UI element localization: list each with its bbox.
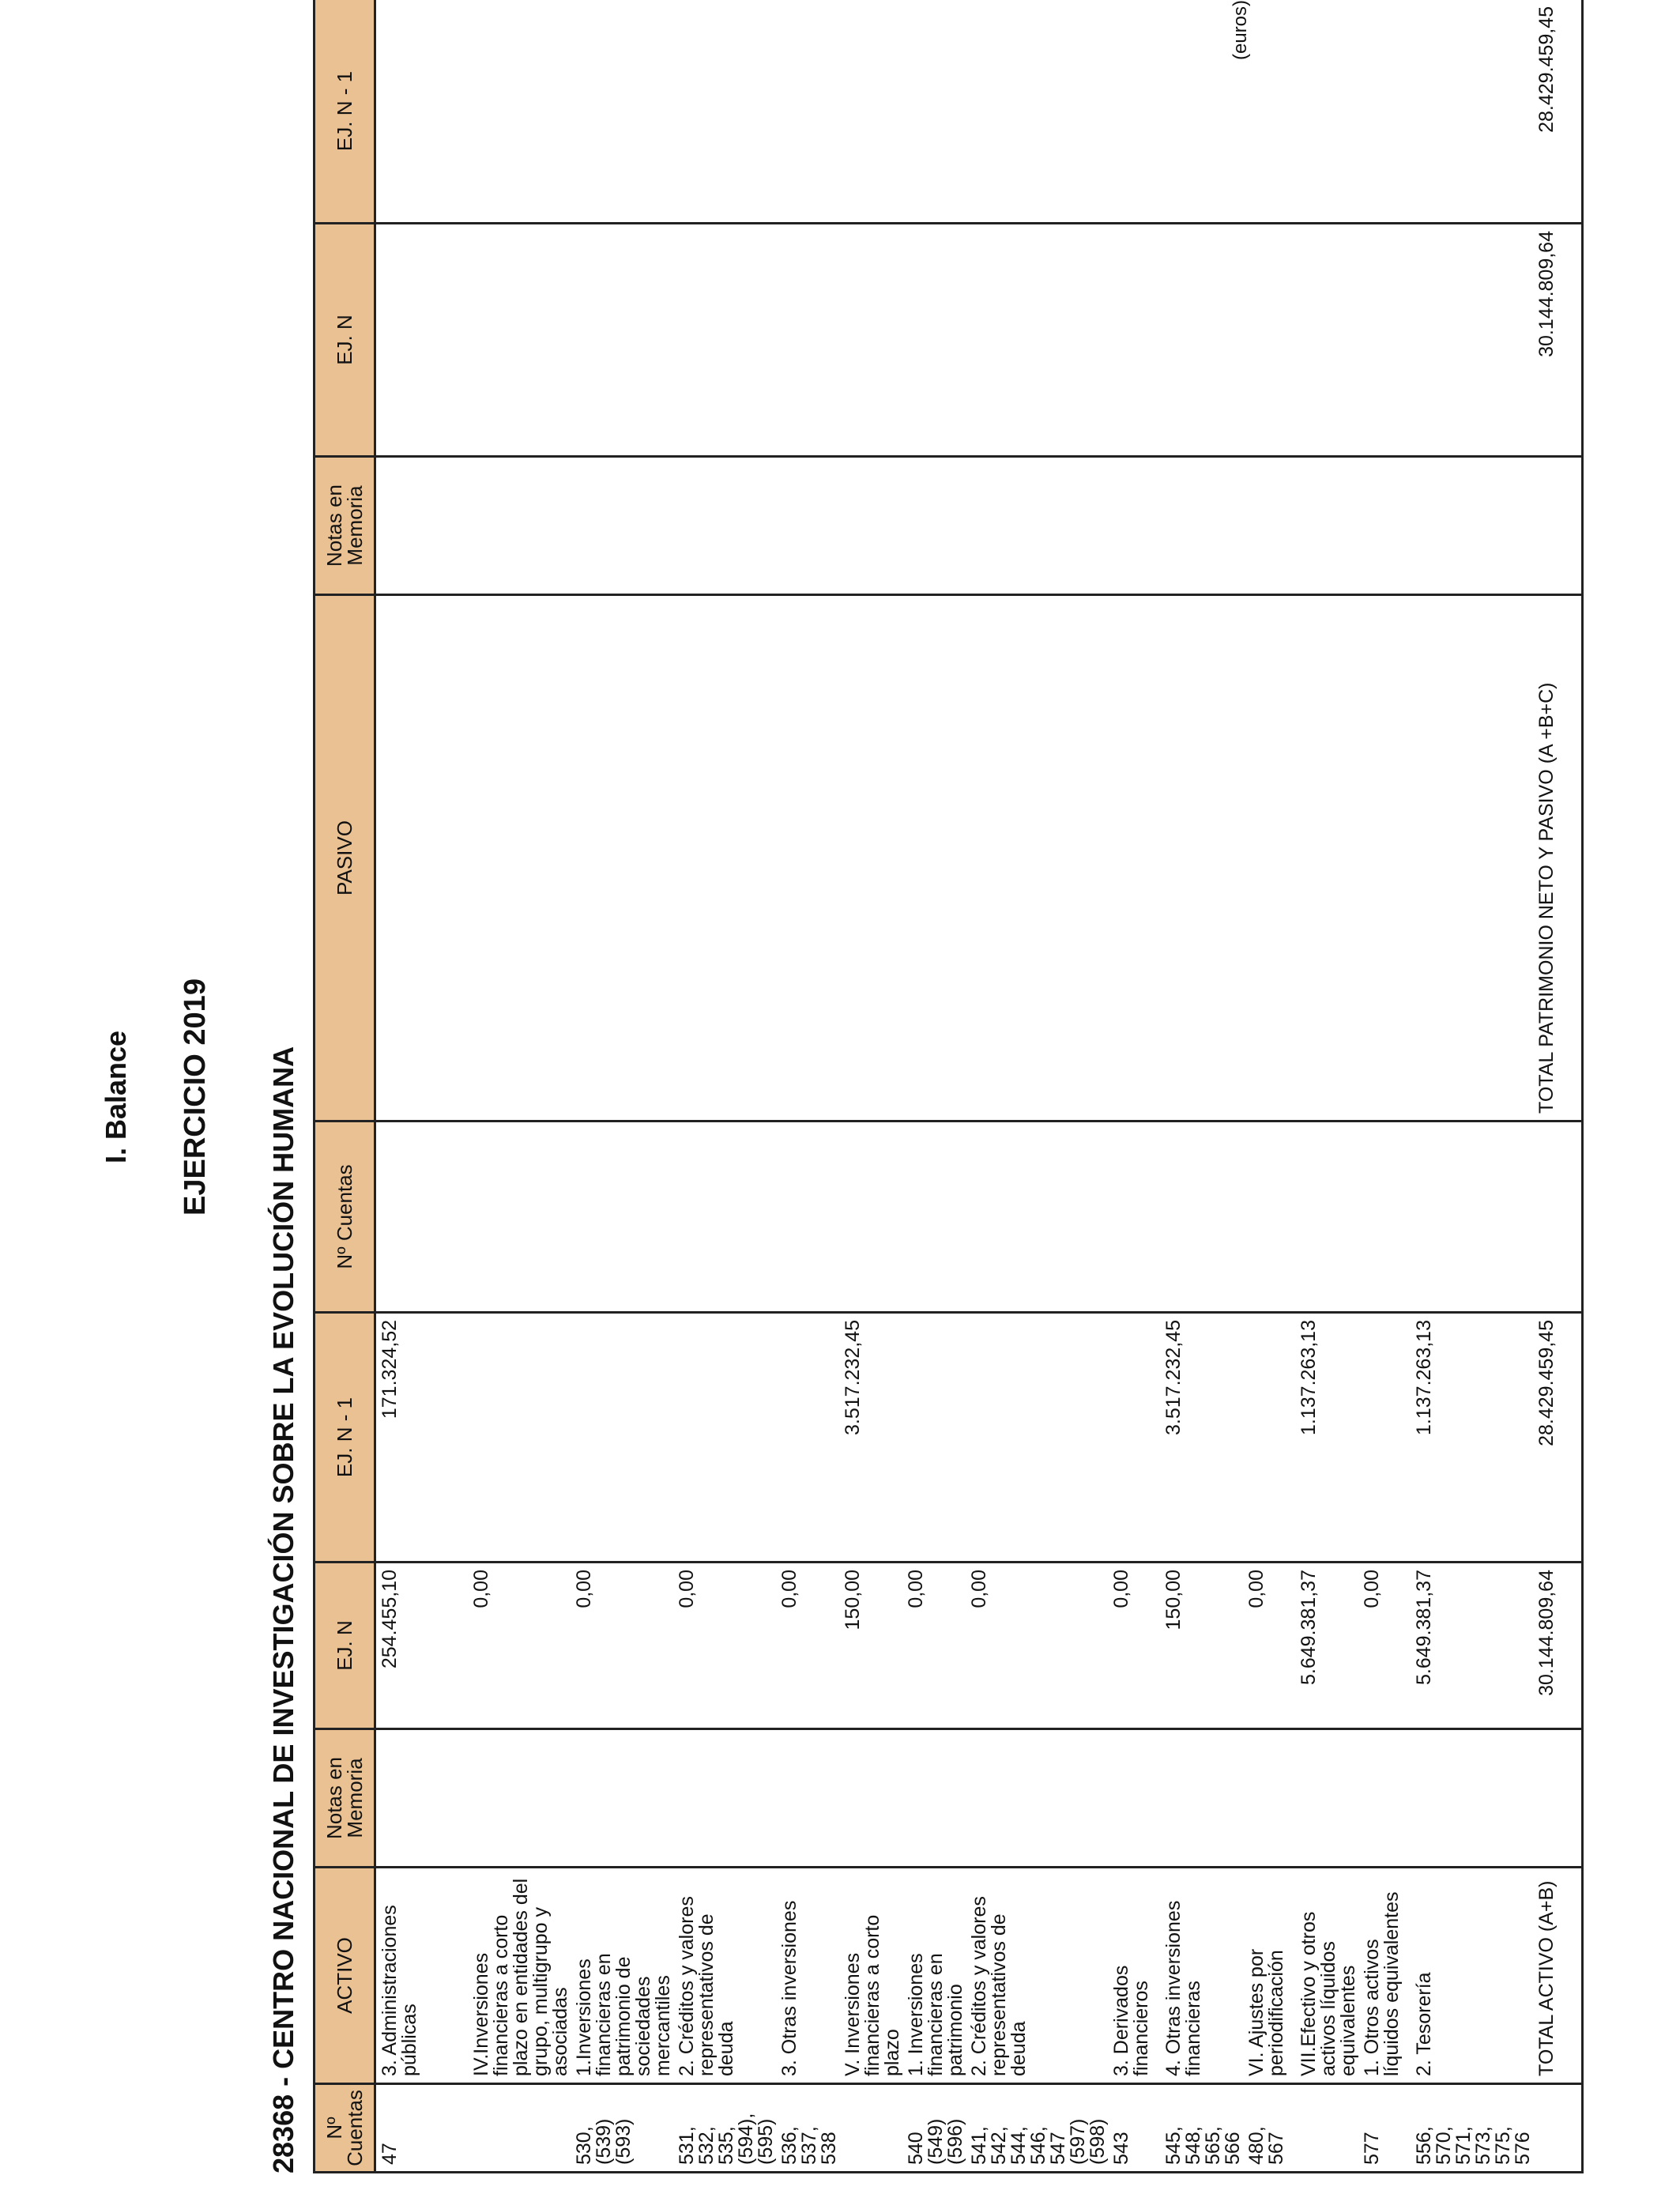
- cuentas-pasivo-cell: [1411, 1122, 1533, 1313]
- ejn1-activo-cell: [571, 1313, 673, 1563]
- table-row: [468, 0, 571, 2173]
- notas-activo-cell: [375, 1729, 468, 1868]
- ejn1-pasivo-cell: 28.429.459,45: [1533, 0, 1583, 224]
- ejn1-activo-cell: 171.324,52: [375, 1313, 468, 1563]
- header-ejn1-activo: EJ. N - 1: [315, 1313, 375, 1563]
- pasivo-cell: [1411, 595, 1533, 1122]
- cuentas-pasivo-cell: [375, 1122, 468, 1313]
- cuentas-cell: 480, 567: [1243, 2084, 1295, 2173]
- notas-activo-cell: [1358, 1729, 1411, 1868]
- ejn-pasivo-cell: 30.144.809,64: [1533, 224, 1583, 457]
- ejn-activo-cell: 0,00: [1108, 1563, 1160, 1729]
- pasivo-cell: [1295, 595, 1358, 1122]
- activo-cell: TOTAL ACTIVO (A+B): [1533, 1868, 1583, 2084]
- table-row: [1243, 0, 1295, 2173]
- ejn1-pasivo-cell: [1108, 0, 1160, 224]
- pasivo-cell: [1160, 595, 1243, 1122]
- activo-cell: IV.Inversiones financieras a corto plazo en entidades del grupo, multigrupo y asociadas: [468, 1868, 571, 2084]
- ejn1-pasivo-cell: [966, 0, 1108, 224]
- notas-pasivo-cell: [1108, 457, 1160, 595]
- activo-cell: 1. Otros activos líquidos equivalentes: [1358, 1868, 1411, 2084]
- header-ejn-pasivo: EJ. N: [315, 224, 375, 457]
- ejn-activo-cell: 150,00: [1160, 1563, 1243, 1729]
- pasivo-cell: [966, 595, 1108, 1122]
- header-notas-activo: Notas en Memoria: [315, 1729, 375, 1868]
- pasivo-cell: [1243, 595, 1295, 1122]
- ejn-activo-cell: 254.455,10: [375, 1563, 468, 1729]
- ejn1-pasivo-cell: [1295, 0, 1358, 224]
- notas-activo-cell: [776, 1729, 839, 1868]
- ejn1-activo-cell: [1358, 1313, 1411, 1563]
- cuentas-pasivo-cell: [966, 1122, 1108, 1313]
- ejn-activo-cell: 0,00: [776, 1563, 839, 1729]
- ejn1-pasivo-cell: [776, 0, 839, 224]
- notas-pasivo-cell: [1160, 457, 1243, 595]
- header-pasivo: PASIVO: [315, 595, 375, 1122]
- notas-activo-cell: [839, 1729, 902, 1868]
- activo-cell: V. Inversiones financieras a corto plazo: [839, 1868, 902, 2084]
- table-row: [839, 0, 902, 2173]
- ejn-activo-cell: 0,00: [673, 1563, 776, 1729]
- ejn-pasivo-cell: [1411, 224, 1533, 457]
- cuentas-cell: 543: [1108, 2084, 1160, 2173]
- table-row: [1108, 0, 1160, 2173]
- cuentas-pasivo-cell: [1160, 1122, 1243, 1313]
- ejn1-pasivo-cell: [902, 0, 966, 224]
- ejn1-pasivo-cell: [1243, 0, 1295, 224]
- table-row: [673, 0, 776, 2173]
- activo-cell: 1. Inversiones financieras en patrimonio: [902, 1868, 966, 2084]
- activo-cell: 4. Otras inversiones financieras: [1160, 1868, 1243, 2084]
- ejn-pasivo-cell: [839, 224, 902, 457]
- notas-activo-cell: [468, 1729, 571, 1868]
- notas-activo-cell: [1295, 1729, 1358, 1868]
- ejn-pasivo-cell: [776, 224, 839, 457]
- cuentas-pasivo-cell: [1108, 1122, 1160, 1313]
- cuentas-pasivo-cell: [1533, 1122, 1583, 1313]
- table-row: [375, 0, 468, 2173]
- cuentas-cell: 540 (549) (596): [902, 2084, 966, 2173]
- ejn1-activo-cell: [673, 1313, 776, 1563]
- ejn-pasivo-cell: [1108, 224, 1160, 457]
- activo-cell: 2. Créditos y valores representativos de deuda: [673, 1868, 776, 2084]
- balance-table-body: [375, 0, 1583, 2173]
- notas-pasivo-cell: [468, 457, 571, 595]
- ejn-activo-cell: 5.649.381,37: [1295, 1563, 1358, 1729]
- cuentas-pasivo-cell: [776, 1122, 839, 1313]
- notas-activo-cell: [1411, 1729, 1533, 1868]
- activo-cell: VII.Efectivo y otros activos líquidos equivalentes: [1295, 1868, 1358, 2084]
- cuentas-pasivo-cell: [468, 1122, 571, 1313]
- pasivo-cell: [839, 595, 902, 1122]
- cuentas-cell: 556, 570, 571, 573, 575, 576: [1411, 2084, 1533, 2173]
- activo-cell: 3. Derivados financieros: [1108, 1868, 1160, 2084]
- ejn-pasivo-cell: [1243, 224, 1295, 457]
- ejn-activo-cell: 0,00: [1243, 1563, 1295, 1729]
- notas-activo-cell: [966, 1729, 1108, 1868]
- ejn1-pasivo-cell: [468, 0, 571, 224]
- ejn1-activo-cell: 28.429.459,45: [1533, 1313, 1583, 1563]
- notas-pasivo-cell: [571, 457, 673, 595]
- ejn-activo-cell: 0,00: [966, 1563, 1108, 1729]
- table-header-row: [315, 0, 375, 2173]
- ejn-pasivo-cell: [902, 224, 966, 457]
- ejn-activo-cell: 30.144.809,64: [1533, 1563, 1583, 1729]
- notas-activo-cell: [902, 1729, 966, 1868]
- pasivo-cell: [468, 595, 571, 1122]
- ejn1-activo-cell: [902, 1313, 966, 1563]
- notas-pasivo-cell: [1533, 457, 1583, 595]
- header-ejn1-pasivo: EJ. N - 1: [315, 0, 375, 224]
- units-label: (euros): [1230, 0, 1251, 60]
- ejn1-pasivo-cell: [839, 0, 902, 224]
- notas-pasivo-cell: [1411, 457, 1533, 595]
- ejn1-activo-cell: [776, 1313, 839, 1563]
- ejn1-pasivo-cell: [1160, 0, 1243, 224]
- pasivo-cell: [776, 595, 839, 1122]
- ejn1-pasivo-cell: [571, 0, 673, 224]
- ejn1-pasivo-cell: [1358, 0, 1411, 224]
- notas-activo-cell: [673, 1729, 776, 1868]
- ejn1-activo-cell: [468, 1313, 571, 1563]
- activo-cell: 3. Administraciones públicas: [375, 1868, 468, 2084]
- balance-table: [313, 0, 1584, 2173]
- cuentas-cell: [1295, 2084, 1358, 2173]
- cuentas-pasivo-cell: [1358, 1122, 1411, 1313]
- ejn-pasivo-cell: [966, 224, 1108, 457]
- cuentas-cell: 47: [375, 2084, 468, 2173]
- ejn-activo-cell: 0,00: [468, 1563, 571, 1729]
- ejn-pasivo-cell: [1160, 224, 1243, 457]
- notas-pasivo-cell: [839, 457, 902, 595]
- pasivo-cell: TOTAL PATRIMONIO NETO Y PASIVO (A +B+C): [1533, 595, 1583, 1122]
- ejn1-activo-cell: 1.137.263,13: [1295, 1313, 1358, 1563]
- cuentas-pasivo-cell: [1243, 1122, 1295, 1313]
- ejn1-pasivo-cell: [673, 0, 776, 224]
- cuentas-cell: 541, 542, 544, 546, 547 (597) (598): [966, 2084, 1108, 2173]
- notas-activo-cell: [1243, 1729, 1295, 1868]
- table-row: [966, 0, 1108, 2173]
- exercise-title: EJERCICIO 2019: [179, 978, 212, 1216]
- pasivo-cell: [375, 595, 468, 1122]
- ejn1-activo-cell: 3.517.232,45: [1160, 1313, 1243, 1563]
- header-cuentas-activo: Nº Cuentas: [315, 2084, 375, 2173]
- pasivo-cell: [673, 595, 776, 1122]
- ejn1-activo-cell: 1.137.263,13: [1411, 1313, 1533, 1563]
- table-row: [1533, 0, 1583, 2173]
- ejn-pasivo-cell: [571, 224, 673, 457]
- document-title: I. Balance: [100, 1030, 132, 1164]
- cuentas-pasivo-cell: [571, 1122, 673, 1313]
- cuentas-cell: 536, 537, 538: [776, 2084, 839, 2173]
- header-notas-pasivo: Notas en Memoria: [315, 457, 375, 595]
- cuentas-cell: [468, 2084, 571, 2173]
- pasivo-cell: [1108, 595, 1160, 1122]
- cuentas-pasivo-cell: [839, 1122, 902, 1313]
- cuentas-pasivo-cell: [673, 1122, 776, 1313]
- notas-pasivo-cell: [966, 457, 1108, 595]
- ejn-pasivo-cell: [1358, 224, 1411, 457]
- cuentas-cell: [1533, 2084, 1583, 2173]
- cuentas-cell: 577: [1358, 2084, 1411, 2173]
- notas-pasivo-cell: [1295, 457, 1358, 595]
- ejn1-activo-cell: 3.517.232,45: [839, 1313, 902, 1563]
- header-activo: ACTIVO: [315, 1868, 375, 2084]
- notas-activo-cell: [1533, 1729, 1583, 1868]
- table-row: [1358, 0, 1411, 2173]
- table-row: [571, 0, 673, 2173]
- notas-pasivo-cell: [776, 457, 839, 595]
- ejn-activo-cell: 150,00: [839, 1563, 902, 1729]
- table-row: [1160, 0, 1243, 2173]
- notas-pasivo-cell: [1358, 457, 1411, 595]
- ejn-pasivo-cell: [1295, 224, 1358, 457]
- ejn1-pasivo-cell: [1411, 0, 1533, 224]
- notas-pasivo-cell: [673, 457, 776, 595]
- header-ejn-activo: EJ. N: [315, 1563, 375, 1729]
- cuentas-cell: 530, (539) (593): [571, 2084, 673, 2173]
- ejn1-activo-cell: [1108, 1313, 1160, 1563]
- cuentas-cell: [839, 2084, 902, 2173]
- notas-pasivo-cell: [375, 457, 468, 595]
- cuentas-cell: 531, 532, 535, (594), (595): [673, 2084, 776, 2173]
- ejn-pasivo-cell: [375, 224, 468, 457]
- pasivo-cell: [1358, 595, 1411, 1122]
- notas-activo-cell: [1160, 1729, 1243, 1868]
- table-row: [1411, 0, 1533, 2173]
- ejn-activo-cell: 0,00: [902, 1563, 966, 1729]
- ejn1-activo-cell: [1243, 1313, 1295, 1563]
- notas-pasivo-cell: [1243, 457, 1295, 595]
- activo-cell: 2. Créditos y valores representativos de deuda: [966, 1868, 1108, 2084]
- notas-activo-cell: [571, 1729, 673, 1868]
- ejn-activo-cell: 5.649.381,37: [1411, 1563, 1533, 1729]
- activo-cell: VI. Ajustes por periodificación: [1243, 1868, 1295, 2084]
- table-row: [776, 0, 839, 2173]
- cuentas-cell: 545, 548, 565, 566: [1160, 2084, 1243, 2173]
- pasivo-cell: [902, 595, 966, 1122]
- table-row: [1295, 0, 1358, 2173]
- notas-pasivo-cell: [902, 457, 966, 595]
- cuentas-pasivo-cell: [1295, 1122, 1358, 1313]
- header-cuentas-pasivo: Nº Cuentas: [315, 1122, 375, 1313]
- table-row: [902, 0, 966, 2173]
- entity-name: 28368 - CENTRO NACIONAL DE INVESTIGACIÓN SOBRE LA EVOLUCIÓN HUMANA: [267, 1046, 299, 2173]
- ejn-activo-cell: 0,00: [571, 1563, 673, 1729]
- ejn-pasivo-cell: [468, 224, 571, 457]
- cuentas-pasivo-cell: [902, 1122, 966, 1313]
- activo-cell: 3. Otras inversiones: [776, 1868, 839, 2084]
- ejn1-pasivo-cell: [375, 0, 468, 224]
- ejn-pasivo-cell: [673, 224, 776, 457]
- ejn1-activo-cell: [966, 1313, 1108, 1563]
- activo-cell: 1.Inversiones financieras en patrimonio de sociedades mercantiles: [571, 1868, 673, 2084]
- notas-activo-cell: [1108, 1729, 1160, 1868]
- activo-cell: 2. Tesorería: [1411, 1868, 1533, 2084]
- ejn-activo-cell: 0,00: [1358, 1563, 1411, 1729]
- pasivo-cell: [571, 595, 673, 1122]
